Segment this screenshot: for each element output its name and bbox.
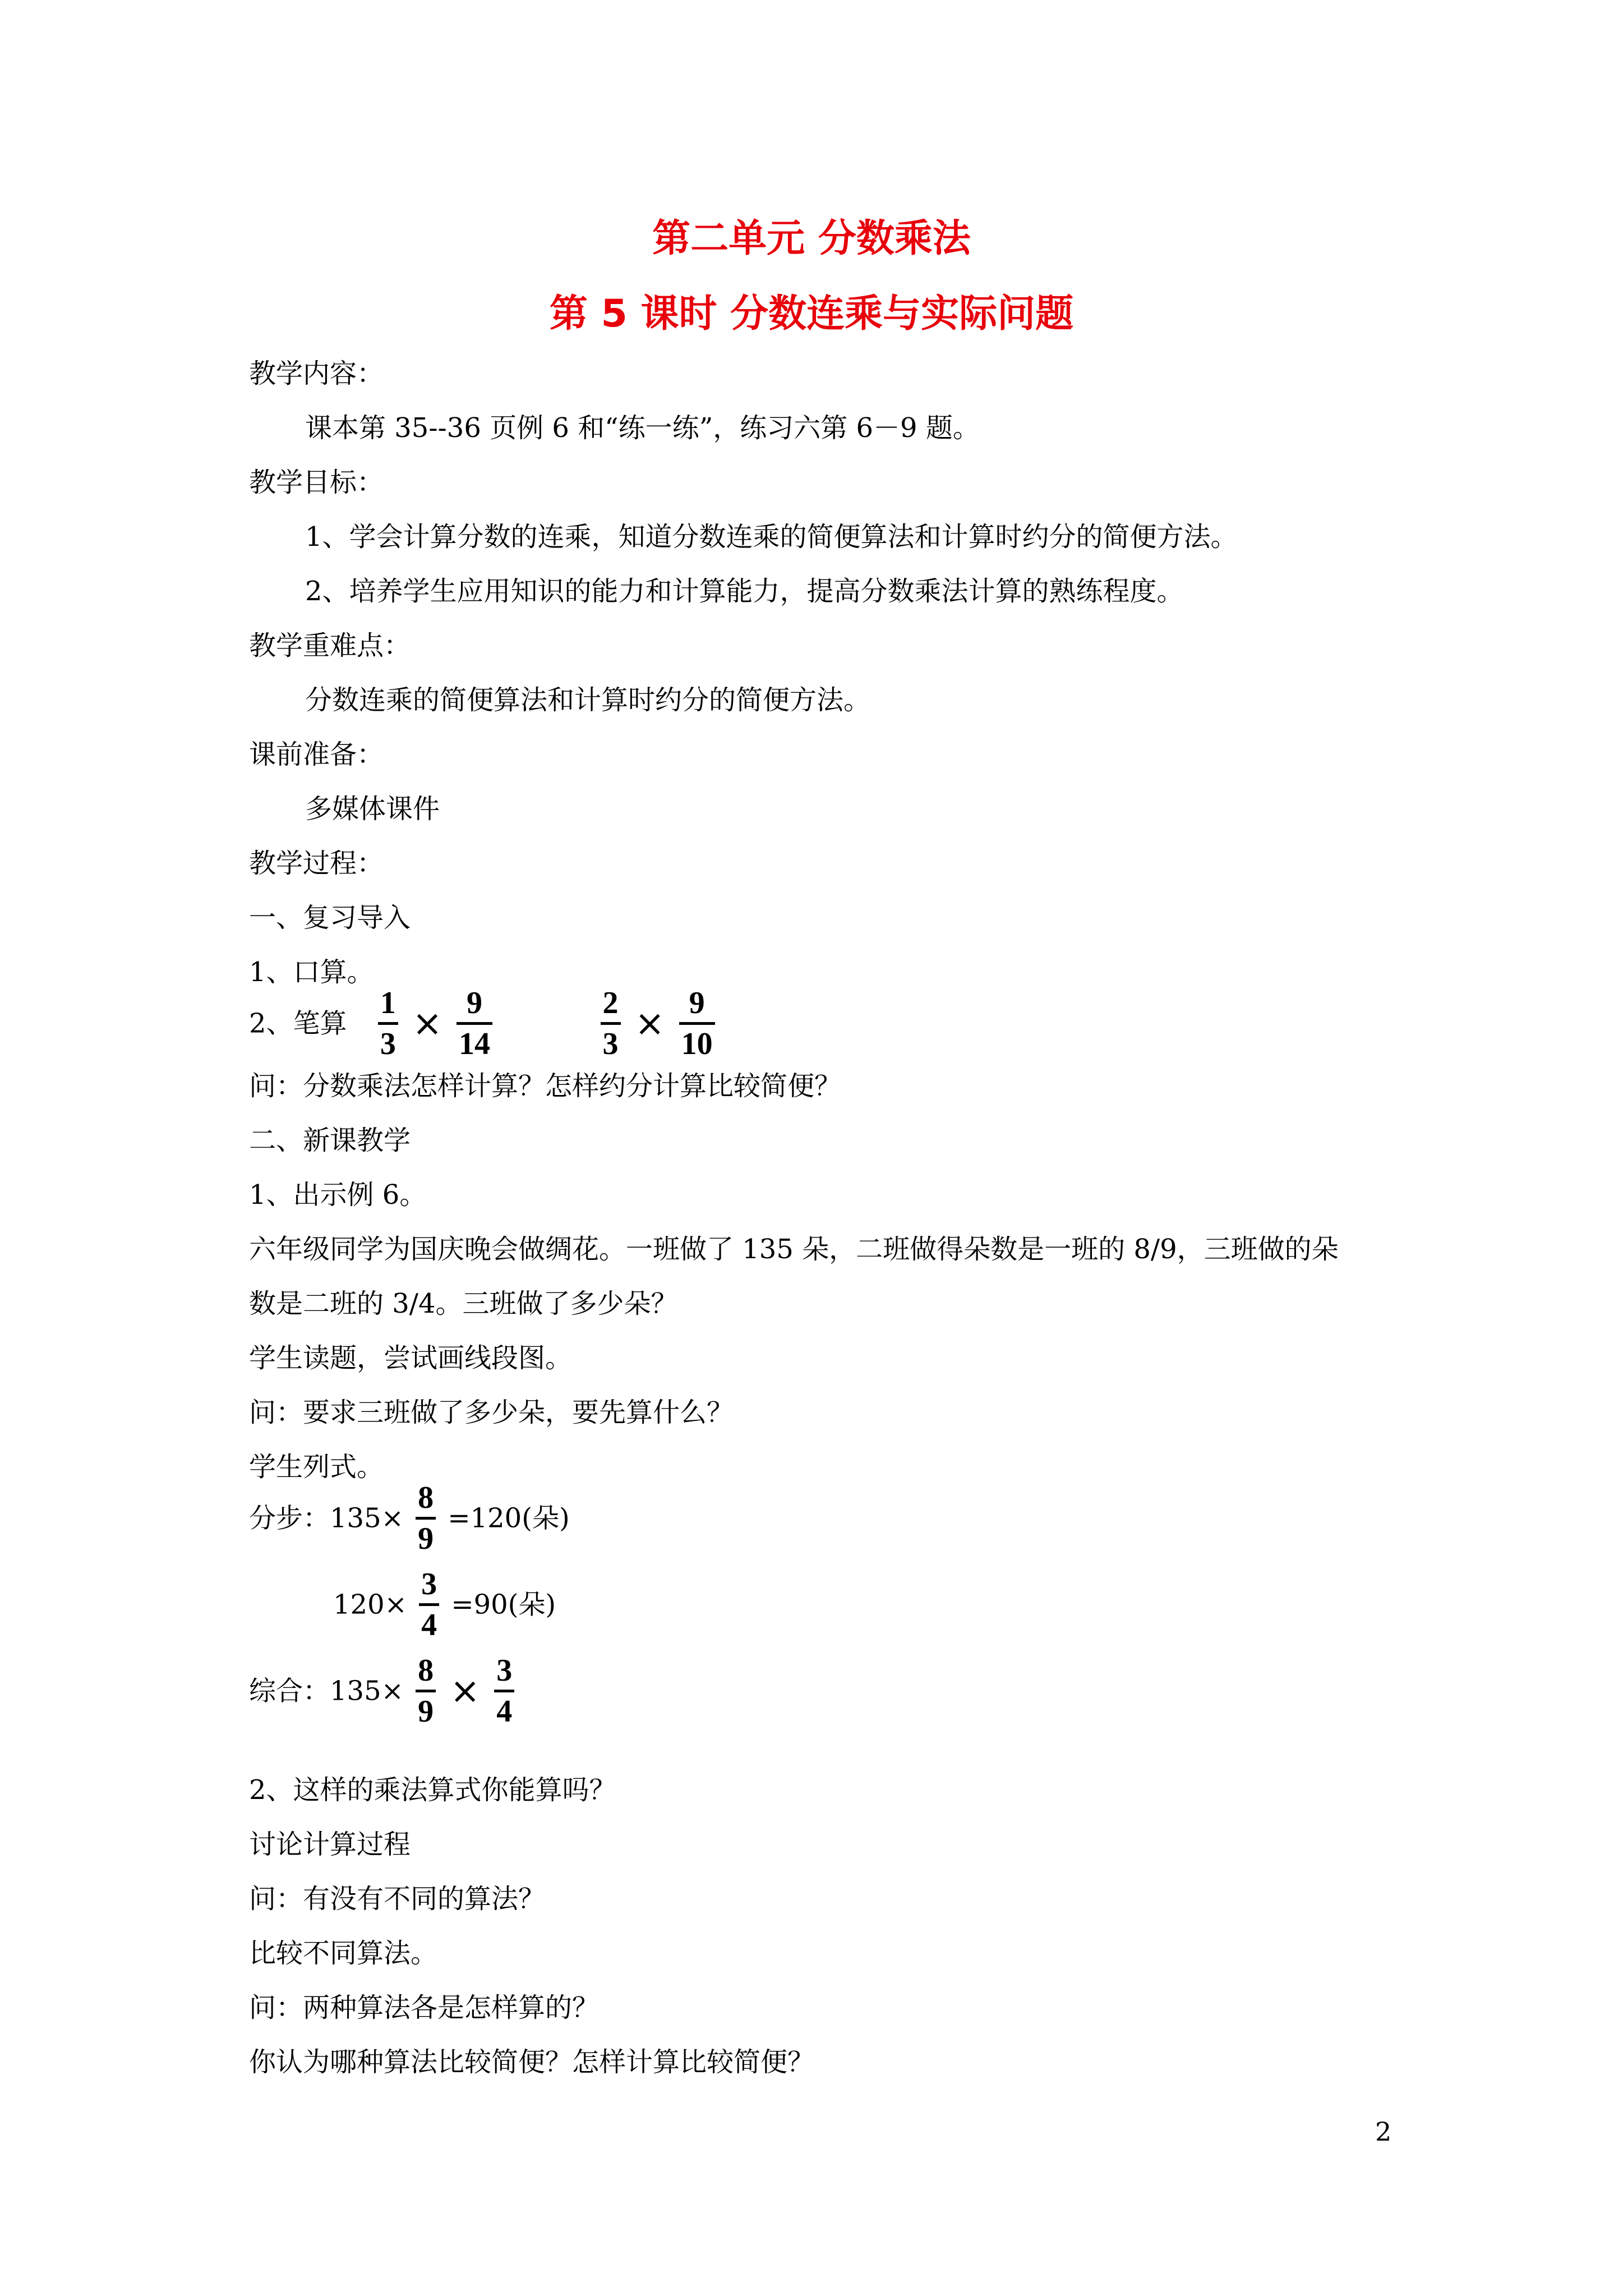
teaching-content-text: 课本第 35--36 页例 6 和“练一练”，练习六第 6－9 题。 <box>305 412 980 444</box>
fraction-9-10 <box>679 987 715 1060</box>
discuss-process: 讨论计算过程 <box>249 1829 411 1860</box>
step-2-result: =90(朵) <box>451 1589 556 1621</box>
times-sign: × <box>412 1002 442 1045</box>
fraction-denominator: 3 <box>380 1027 396 1061</box>
fraction-numerator: 9 <box>457 987 492 1025</box>
fraction-denominator: 14 <box>458 1027 490 1061</box>
fraction-denominator: 3 <box>602 1027 619 1061</box>
part-one-heading: 一、复习导入 <box>249 902 411 933</box>
step-label: 分步：135× <box>249 1502 404 1534</box>
teaching-goal-1: 1、学会计算分数的连乘，知道分数连乘的简便算法和计算时约分的简便方法。 <box>305 521 1238 553</box>
fraction-numerator: 8 <box>416 1655 436 1692</box>
teaching-goal-2: 2、培养学生应用知识的能力和计算能力，提高分数乘法计算的熟练程度。 <box>305 576 1184 607</box>
step-1-line <box>249 1482 570 1554</box>
question-4: 问：两种算法各是怎样算的？ <box>249 1992 600 2023</box>
fraction-denominator: 9 <box>418 1521 434 1556</box>
fraction-denominator: 4 <box>421 1608 437 1642</box>
fraction-numerator: 1 <box>378 987 398 1025</box>
fraction-8-9 <box>416 1482 436 1554</box>
fraction-denominator: 4 <box>496 1694 513 1729</box>
fraction-3-4 <box>419 1568 439 1641</box>
times-sign: × <box>450 1670 480 1712</box>
fraction-3-4 <box>494 1655 514 1727</box>
can-you-calc: 2、这样的乘法算式你能算吗？ <box>249 1774 616 1806</box>
written-calc-line <box>249 987 718 1060</box>
fraction-1-3 <box>378 987 398 1060</box>
fraction-2-3 <box>601 987 621 1060</box>
read-problem: 学生读题，尝试画线段图。 <box>249 1342 573 1374</box>
teaching-content-heading: 教学内容： <box>249 358 384 389</box>
fraction-denominator: 9 <box>418 1694 434 1729</box>
fraction-numerator: 8 <box>416 1482 436 1520</box>
question-1: 问：分数乘法怎样计算？怎样约分计算比较简便？ <box>249 1070 842 1102</box>
preparation-text: 多媒体课件 <box>305 793 440 825</box>
example-6: 1、出示例 6。 <box>249 1179 427 1211</box>
key-points-heading: 教学重难点： <box>249 630 411 661</box>
fraction-8-9 <box>416 1655 436 1727</box>
process-heading: 教学过程： <box>249 848 384 879</box>
question-5: 你认为哪种算法比较简便？怎样计算比较简便？ <box>249 2046 815 2078</box>
key-points-text: 分数连乘的简便算法和计算时约分的简便方法。 <box>305 684 871 716</box>
question-2: 问：要求三班做了多少朵，要先算什么？ <box>249 1397 734 1428</box>
list-expression: 学生列式。 <box>249 1451 384 1483</box>
question-3: 问：有没有不同的算法？ <box>249 1883 546 1915</box>
preparation-heading: 课前准备： <box>249 739 384 770</box>
problem-line-2: 数是二班的 3/4。三班做了多少朵？ <box>249 1288 678 1319</box>
times-sign: × <box>634 1002 665 1045</box>
fraction-numerator: 9 <box>679 987 715 1025</box>
fraction-numerator: 3 <box>419 1568 439 1606</box>
document-title: 第二单元 分数乘法 <box>652 217 971 261</box>
combined-label: 综合：135× <box>249 1675 404 1707</box>
fraction-9-14 <box>457 987 492 1060</box>
fraction-numerator: 3 <box>494 1655 514 1692</box>
document-subtitle: 第 5 课时 分数连乘与实际问题 <box>549 292 1074 336</box>
written-calc-label: 2、笔算 <box>249 1007 347 1039</box>
step-2-line <box>333 1568 556 1641</box>
combined-line <box>249 1655 518 1727</box>
problem-line-1: 六年级同学为国庆晚会做绸花。一班做了 135 朵，二班做得朵数是一班的 8/9，三班做的朵 <box>249 1234 1339 1265</box>
step-2-prefix: 120× <box>333 1589 407 1621</box>
step-1-result: =120(朵) <box>448 1502 570 1534</box>
teaching-goals-heading: 教学目标： <box>249 467 384 498</box>
fraction-denominator: 10 <box>681 1027 713 1061</box>
page-number: 2 <box>1375 2116 1392 2147</box>
compare-methods: 比较不同算法。 <box>249 1938 438 1969</box>
part-two-heading: 二、新课教学 <box>249 1125 411 1156</box>
oral-calc: 1、口算。 <box>249 956 374 988</box>
fraction-numerator: 2 <box>601 987 621 1025</box>
